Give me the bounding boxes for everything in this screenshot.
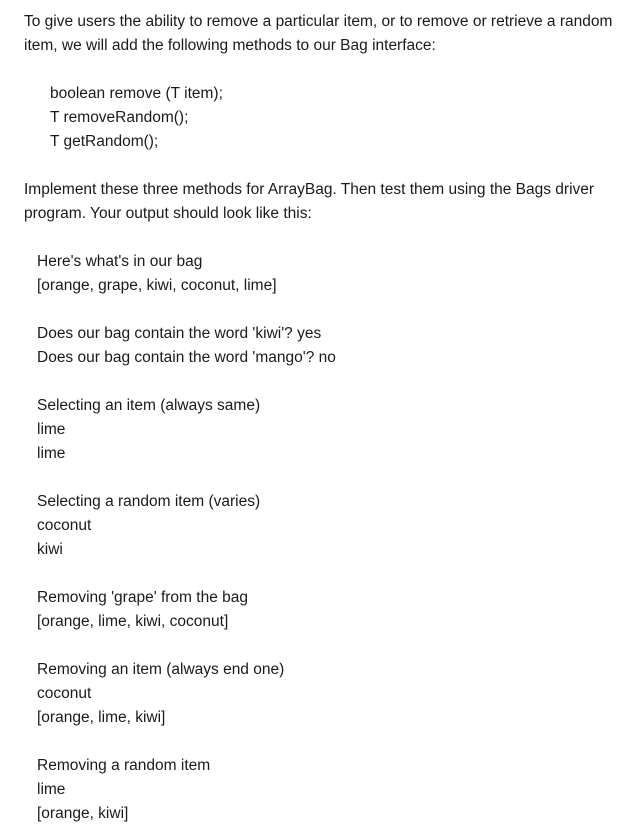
output-group-remove-grape: [37, 586, 634, 634]
output-group-remove-random: [37, 754, 634, 826]
output-line: Selecting an item (always same): [37, 397, 261, 414]
output-line: [orange, lime, kiwi, coconut]: [37, 613, 229, 630]
code-line: T getRandom();: [50, 133, 159, 150]
output-line: Removing an item (always end one): [37, 661, 285, 678]
output-line: [orange, kiwi]: [37, 805, 129, 822]
output-line: kiwi: [37, 541, 63, 558]
sample-output: [24, 250, 634, 826]
output-line: coconut: [37, 517, 92, 534]
output-group-remove-end: [37, 658, 634, 730]
output-line: [orange, lime, kiwi]: [37, 709, 166, 726]
instructions-line: program. Your output should look like this:: [24, 205, 312, 222]
output-group-select-random: [37, 490, 634, 562]
output-line: Removing a random item: [37, 757, 211, 774]
output-line: Selecting a random item (varies): [37, 493, 261, 510]
code-line: T removeRandom();: [50, 109, 189, 126]
output-group-select-same: [37, 394, 634, 466]
output-line: lime: [37, 781, 66, 798]
output-line: Removing 'grape' from the bag: [37, 589, 248, 606]
output-line: [orange, grape, kiwi, coconut, lime]: [37, 277, 277, 294]
intro-line: To give users the ability to remove a particular item, or to remove or retrieve a random: [24, 13, 613, 30]
output-group-bag-contents: [37, 250, 634, 298]
output-line: Does our bag contain the word 'mango'? no: [37, 349, 336, 366]
document-body: [24, 10, 634, 826]
intro-line: item, we will add the following methods to our Bag interface:: [24, 37, 436, 54]
output-line: lime: [37, 445, 66, 462]
instructions-paragraph: [24, 178, 634, 226]
output-line: Does our bag contain the word 'kiwi'? yes: [37, 325, 322, 342]
output-line: Here's what's in our bag: [37, 253, 203, 270]
instructions-line: Implement these three methods for ArrayBag. Then test them using the Bags driver: [24, 181, 595, 198]
output-line: coconut: [37, 685, 92, 702]
output-line: lime: [37, 421, 66, 438]
intro-paragraph: [24, 10, 634, 58]
method-signatures: [24, 82, 634, 154]
output-group-contains: [37, 322, 634, 370]
code-line: boolean remove (T item);: [50, 85, 223, 102]
